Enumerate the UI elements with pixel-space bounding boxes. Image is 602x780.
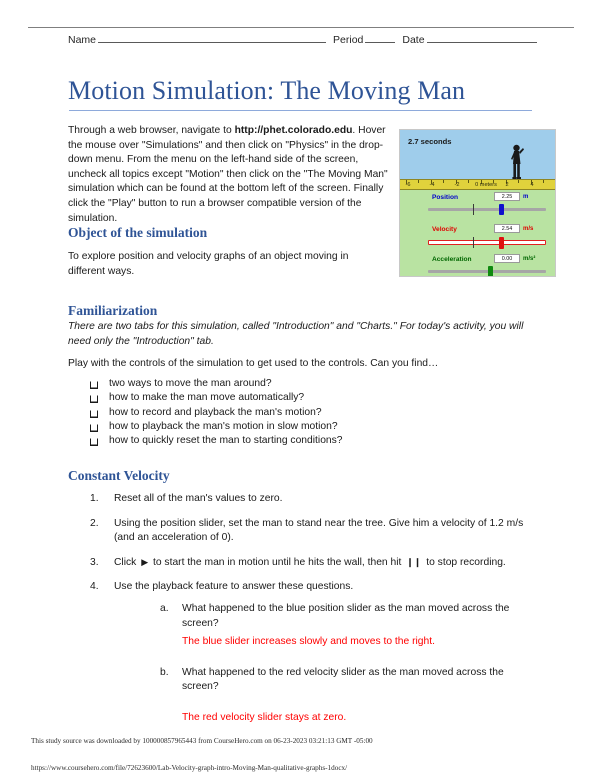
list-item[interactable]: [90, 434, 530, 448]
list-item[interactable]: [90, 391, 530, 405]
velocity-slider-thumb[interactable]: [499, 237, 504, 249]
acceleration-slider-thumb[interactable]: [488, 266, 493, 277]
header-divider: [28, 27, 574, 28]
checklist-label: how to playback the man's motion in slow motion?: [109, 420, 338, 432]
checkbox-icon[interactable]: [90, 395, 98, 403]
familiarization-play-body: Play with the controls of the simulation to get used to the controls. Can you find…: [68, 358, 439, 369]
download-notice: This study source was downloaded by 100000857965443 from CourseHero.com on 06-23-2023 03:21:13 GMT -05:00: [31, 737, 373, 745]
list-item: [114, 602, 538, 631]
list-item: [68, 556, 538, 571]
velocity-slider-track[interactable]: [428, 240, 546, 245]
period-label: Period: [333, 34, 364, 46]
intro-text-before: Through a web browser, navigate to: [68, 125, 235, 136]
heading-constant-velocity: Constant Velocity: [68, 468, 170, 483]
ruler-label: 0 meters: [475, 182, 497, 188]
ruler-label: -6: [405, 182, 411, 188]
step3-text-b: to start the man in motion until he hits the wall, then hit: [152, 556, 402, 568]
student-answer-a[interactable]: The blue slider increases slowly and moves to the right.: [182, 636, 435, 648]
step3-text-a: Click: [114, 556, 137, 568]
position-slider-track[interactable]: [428, 208, 546, 211]
acceleration-unit: m/s²: [523, 256, 536, 262]
subitem-marker: b.: [160, 666, 169, 678]
velocity-value-field[interactable]: 2.54: [494, 224, 520, 233]
position-label: Position: [432, 194, 459, 201]
velocity-label: Velocity: [432, 226, 457, 233]
list-item: [68, 492, 538, 507]
step-marker: 3.: [90, 556, 99, 568]
ruler-label: 4: [530, 182, 534, 188]
object-of-simulation-body: To explore position and velocity graphs of an object moving in different ways.: [68, 251, 349, 277]
list-item: [68, 580, 538, 725]
source-url[interactable]: https://www.coursehero.com/file/72623600/Lab-Velocity-graph-intro-Moving-Man-qualitative-graphs-1docx/: [31, 764, 348, 772]
checkbox-icon[interactable]: [90, 424, 98, 432]
list-item: [68, 517, 538, 546]
moving-man-figure-icon[interactable]: [508, 144, 524, 180]
step-text: [114, 580, 538, 725]
position-slider-notch: [473, 204, 474, 215]
velocity-slider-notch: [473, 237, 474, 248]
name-label: Name: [68, 34, 97, 46]
step-marker: 1.: [90, 493, 99, 504]
heading-familiarization: Familiarization: [68, 303, 158, 318]
moving-man-simulation-figure: [399, 129, 556, 277]
checkbox-icon[interactable]: [90, 438, 98, 446]
list-item: [114, 666, 538, 695]
heading-object-of-simulation: Object of the simulation: [68, 225, 208, 240]
phet-url-link[interactable]: http://phet.colorado.edu: [234, 125, 353, 136]
subitem-marker: a.: [160, 602, 169, 614]
checklist-label: how to make the man move automatically?: [109, 392, 305, 404]
step-text: Reset all of the man's values to zero.: [114, 493, 283, 504]
step4-prompt: Use the playback feature to answer these questions.: [114, 581, 354, 593]
subitem-question: What happened to the red velocity slider as the man moved across the screen?: [182, 666, 504, 693]
checkbox-icon[interactable]: [90, 381, 98, 389]
ruler-label: 2: [505, 182, 509, 188]
page-title: Motion Simulation: The Moving Man: [68, 76, 466, 105]
period-blank[interactable]: [365, 33, 395, 43]
intro-text-after: . Hover the mouse over "Simulations" and then click on "Physics" in the drop-down menu. From the menu on the left-hand side of the screen, uncheck all topics except "Motion" then click on the "The Moving Man" simulation which can be found at the bottom left of the screen. Finally click the "Play" button to run a browser compatible version of the simulation.: [68, 125, 388, 224]
checklist-label: how to record and playback the man's motion?: [109, 406, 322, 418]
position-slider-thumb[interactable]: [499, 204, 504, 215]
name-blank[interactable]: [98, 33, 326, 43]
acceleration-label: Acceleration: [432, 256, 472, 263]
step-marker: 4.: [90, 581, 99, 593]
title-underline: [69, 110, 532, 111]
pause-icon[interactable]: ❙❙: [406, 556, 422, 567]
velocity-unit: m/s: [523, 226, 534, 232]
position-value-field[interactable]: 2.25: [494, 192, 520, 201]
acceleration-slider-track[interactable]: [428, 270, 546, 273]
ruler-label: -4: [429, 182, 435, 188]
list-item[interactable]: [90, 420, 530, 434]
date-label: Date: [402, 34, 425, 46]
constant-velocity-steps: [68, 492, 538, 736]
familiarization-checklist: [90, 377, 530, 448]
subitem-question: What happened to the blue position slider as the man moved across the screen?: [182, 602, 510, 629]
time-readout: 2.7 seconds: [408, 137, 452, 146]
step-text: [114, 556, 538, 571]
checklist-label: how to quickly reset the man to starting conditions?: [109, 435, 343, 447]
ruler-label: -2: [454, 182, 460, 188]
date-blank[interactable]: [427, 33, 537, 43]
list-item[interactable]: [90, 377, 530, 391]
list-item[interactable]: [90, 406, 530, 420]
step-marker: 2.: [90, 517, 99, 529]
checkbox-icon[interactable]: [90, 410, 98, 418]
acceleration-value-field[interactable]: 0.00: [494, 254, 520, 263]
step3-text-c: to stop recording.: [426, 556, 506, 568]
intro-paragraph: [68, 124, 390, 226]
play-icon[interactable]: ▶: [141, 556, 149, 567]
step4-subquestions: [114, 602, 538, 726]
distance-ruler: [400, 179, 555, 190]
position-unit: m: [523, 194, 529, 200]
checklist-label: two ways to move the man around?: [109, 378, 272, 389]
step-text: Using the position slider, set the man to stand near the tree. Give him a velocity of 1.2 m/s (and an acceleration of 0).: [114, 517, 524, 544]
ground-background: [400, 190, 555, 276]
student-answer-b[interactable]: The red velocity slider stays at zero.: [182, 711, 347, 723]
student-info-line: [68, 33, 538, 46]
familiarization-italic-body: There are two tabs for this simulation, called "Introduction" and "Charts." For today's activity, you will need only the "Introduction" tab.: [68, 321, 524, 347]
